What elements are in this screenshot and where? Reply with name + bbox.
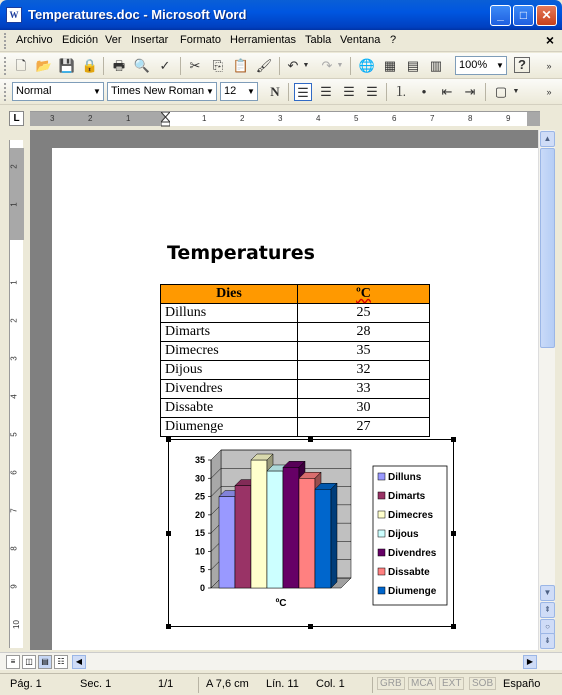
align-center-icon[interactable]: ☰ bbox=[320, 84, 332, 99]
day-cell[interactable]: Dilluns bbox=[161, 304, 298, 323]
zoom-select[interactable] bbox=[455, 56, 507, 75]
temperature-cell[interactable]: 35 bbox=[298, 342, 430, 361]
chart-canvas bbox=[169, 440, 453, 626]
tables-borders-icon[interactable]: ▦ bbox=[383, 58, 397, 73]
resize-handle[interactable] bbox=[166, 531, 171, 536]
status-record-macro[interactable]: GRB bbox=[377, 677, 405, 690]
temperature-cell[interactable]: 28 bbox=[298, 323, 430, 342]
resize-handle[interactable] bbox=[451, 624, 456, 629]
open-folder-icon[interactable]: 📂 bbox=[35, 58, 53, 73]
y-tick-label: 5 bbox=[199, 564, 205, 575]
legend-label: Diumenge bbox=[388, 586, 437, 597]
legend-label: Dimecres bbox=[388, 510, 434, 521]
legend-swatch bbox=[378, 492, 385, 499]
print-layout-view-icon[interactable]: ▤ bbox=[38, 655, 52, 669]
chevron-down-icon[interactable]: ▼ bbox=[496, 61, 504, 70]
vruler-number: 10 bbox=[11, 620, 21, 629]
normal-view-icon[interactable]: ≡ bbox=[6, 655, 20, 669]
zoom-value: 100% bbox=[459, 59, 488, 71]
legend-label: Dilluns bbox=[388, 472, 422, 483]
menu-bar bbox=[0, 30, 562, 52]
legend-label: Dissabte bbox=[388, 567, 430, 578]
ruler-number: 1 bbox=[126, 114, 131, 123]
legend-swatch bbox=[378, 530, 385, 537]
standard-toolbar bbox=[0, 53, 562, 79]
redo-icon[interactable]: ↷ bbox=[321, 58, 333, 73]
legend-swatch bbox=[378, 587, 385, 594]
legend-swatch bbox=[378, 549, 385, 556]
menu-archivo[interactable]: Archivo bbox=[16, 34, 53, 46]
vruler-number: 9 bbox=[9, 584, 19, 589]
menu-herramientas[interactable]: Herramientas bbox=[230, 34, 297, 46]
celsius-header-text: ºC bbox=[356, 286, 371, 301]
scroll-up-icon[interactable]: ▲ bbox=[540, 131, 555, 147]
increase-indent-icon[interactable]: ⇥ bbox=[464, 84, 476, 99]
day-cell[interactable]: Dissabte bbox=[161, 399, 298, 418]
status-position: A 7,6 cm bbox=[206, 678, 249, 690]
status-pages: 1/1 bbox=[158, 678, 174, 690]
legend-label: Dijous bbox=[388, 529, 419, 540]
horizontal-scrollbar[interactable] bbox=[0, 652, 562, 670]
cut-icon[interactable]: ✂ bbox=[189, 58, 201, 73]
menu-tabla[interactable]: Tabla bbox=[305, 34, 332, 46]
day-cell[interactable]: Dimarts bbox=[161, 323, 298, 342]
temperature-cell[interactable]: 32 bbox=[298, 361, 430, 380]
redo-dropdown-icon[interactable]: ▼ bbox=[336, 62, 344, 69]
table-row bbox=[161, 399, 430, 418]
y-tick-label: 25 bbox=[194, 491, 205, 502]
resize-handle[interactable] bbox=[451, 437, 456, 442]
toolbar-grip[interactable] bbox=[4, 57, 7, 75]
y-tick-label: 30 bbox=[194, 473, 205, 484]
format-toolbar-grip[interactable] bbox=[4, 83, 7, 101]
font-select[interactable] bbox=[107, 82, 217, 101]
day-cell[interactable]: Dijous bbox=[161, 361, 298, 380]
chevron-down-icon[interactable]: ▼ bbox=[93, 87, 101, 96]
indent-marker-icon[interactable] bbox=[161, 112, 170, 127]
scroll-down-icon[interactable]: ▼ bbox=[540, 585, 555, 601]
print-preview-icon[interactable]: 🔍 bbox=[133, 58, 151, 73]
vruler-number: 4 bbox=[9, 394, 19, 399]
ruler-number: 3 bbox=[50, 114, 55, 123]
status-page: Pág. 1 bbox=[10, 678, 42, 690]
vruler-number: 1 bbox=[9, 280, 19, 285]
style-value: Normal bbox=[16, 85, 52, 97]
legend-swatch bbox=[378, 473, 385, 480]
maximize-button[interactable]: □ bbox=[513, 5, 534, 26]
title-bar bbox=[0, 0, 562, 30]
status-track-changes[interactable]: MCA bbox=[408, 677, 436, 690]
right-margin-region bbox=[527, 112, 540, 126]
menu-insertar[interactable]: Insertar bbox=[131, 34, 169, 46]
ruler-number: 6 bbox=[392, 114, 397, 123]
temperature-cell[interactable]: 25 bbox=[298, 304, 430, 323]
permission-icon[interactable]: 🔒 bbox=[81, 58, 99, 73]
align-right-icon[interactable]: ☰ bbox=[343, 84, 355, 99]
y-tick-label: 0 bbox=[199, 583, 205, 593]
numbering-icon[interactable]: ⒈ bbox=[394, 84, 408, 99]
previous-page-icon[interactable]: ⇞ bbox=[540, 602, 555, 618]
y-tick-label: 10 bbox=[194, 546, 205, 557]
print-icon[interactable]: 🖶 bbox=[112, 58, 126, 73]
ruler-number: 1 bbox=[202, 114, 207, 123]
font-value: Times New Roman bbox=[111, 85, 205, 97]
justify-icon[interactable]: ☰ bbox=[366, 84, 378, 99]
help-icon[interactable]: ? bbox=[514, 57, 530, 73]
vertical-scrollbar[interactable] bbox=[538, 130, 555, 650]
temperature-cell[interactable]: 33 bbox=[298, 380, 430, 399]
menu-edicion[interactable]: Edición bbox=[62, 34, 99, 46]
ruler-number: 2 bbox=[88, 114, 93, 123]
chevron-down-icon[interactable]: ▼ bbox=[247, 87, 255, 96]
menu-ventana[interactable]: Ventana bbox=[340, 34, 381, 46]
close-button[interactable]: ✕ bbox=[536, 5, 557, 26]
legend-swatch bbox=[378, 511, 385, 518]
chart-bar bbox=[283, 467, 299, 588]
resize-handle[interactable] bbox=[308, 437, 313, 442]
new-document-icon[interactable]: 🗋 bbox=[15, 58, 27, 73]
status-line: Lín. 11 bbox=[266, 678, 299, 690]
hyperlink-icon[interactable]: 🌐 bbox=[358, 58, 376, 73]
scroll-thumb[interactable] bbox=[540, 148, 555, 348]
copy-icon[interactable]: ⎘ bbox=[212, 58, 224, 73]
day-cell[interactable]: Dimecres bbox=[161, 342, 298, 361]
table-row bbox=[161, 361, 430, 380]
table-row bbox=[161, 342, 430, 361]
vruler-number: 3 bbox=[9, 356, 19, 361]
bold-button[interactable]: N bbox=[270, 84, 280, 99]
resize-handle[interactable] bbox=[166, 437, 171, 442]
vruler-number: 6 bbox=[9, 470, 19, 475]
temperature-cell[interactable]: 30 bbox=[298, 399, 430, 418]
style-select[interactable] bbox=[12, 82, 104, 101]
day-cell[interactable]: Diumenge bbox=[161, 418, 298, 437]
document-close-icon[interactable]: × bbox=[545, 32, 554, 48]
font-size-select[interactable] bbox=[220, 82, 258, 101]
horizontal-ruler[interactable] bbox=[30, 111, 540, 126]
table-row bbox=[161, 380, 430, 399]
insert-table-icon[interactable]: ▤ bbox=[406, 58, 420, 73]
tab-selector-button[interactable]: L bbox=[9, 111, 24, 126]
borders-dropdown-icon[interactable]: ▼ bbox=[512, 88, 520, 95]
vruler-number: 2 bbox=[9, 164, 19, 169]
decrease-indent-icon[interactable]: ⇤ bbox=[441, 84, 453, 99]
minimize-button[interactable]: _ bbox=[490, 5, 511, 26]
bullets-icon[interactable]: • bbox=[421, 84, 427, 99]
resize-handle[interactable] bbox=[451, 531, 456, 536]
menu-ver[interactable]: Ver bbox=[105, 34, 122, 46]
align-left-icon[interactable]: ☰ bbox=[294, 83, 312, 101]
legend-label: Divendres bbox=[388, 548, 437, 559]
table-row bbox=[161, 304, 430, 323]
chevron-down-icon[interactable]: ▼ bbox=[206, 87, 214, 96]
legend-label: Dimarts bbox=[388, 491, 426, 502]
y-tick-label: 35 bbox=[194, 455, 205, 465]
formatting-toolbar bbox=[0, 79, 562, 105]
top-margin-region bbox=[10, 148, 24, 240]
ruler-number: 5 bbox=[354, 114, 359, 123]
window-title: Temperatures.doc - Microsoft Word bbox=[28, 7, 247, 22]
table-header-celsius[interactable] bbox=[298, 285, 430, 304]
scroll-left-icon[interactable]: ◀ bbox=[72, 655, 86, 669]
day-cell[interactable]: Divendres bbox=[161, 380, 298, 399]
paste-icon[interactable]: 📋 bbox=[232, 58, 250, 73]
chart-bar bbox=[267, 471, 283, 588]
save-icon[interactable]: 💾 bbox=[58, 58, 76, 73]
temperatures-table[interactable] bbox=[160, 284, 430, 437]
chart-bar bbox=[235, 486, 251, 588]
y-tick-label: 15 bbox=[194, 528, 205, 539]
undo-dropdown-icon[interactable]: ▼ bbox=[302, 62, 310, 69]
format-painter-icon[interactable]: 🖌 bbox=[255, 58, 273, 73]
status-column: Col. 1 bbox=[316, 678, 345, 690]
horizontal-ruler-area bbox=[0, 106, 562, 130]
temperature-cell[interactable]: 27 bbox=[298, 418, 430, 437]
status-language: Españo bbox=[503, 678, 541, 690]
vruler-number: 5 bbox=[9, 432, 19, 437]
table-row bbox=[161, 323, 430, 342]
font-size-value: 12 bbox=[224, 85, 237, 97]
document-heading: Temperatures bbox=[167, 242, 315, 264]
status-extend-selection[interactable]: EXT bbox=[439, 677, 464, 690]
embedded-chart[interactable] bbox=[168, 439, 454, 627]
menu-formato[interactable]: Formato bbox=[180, 34, 221, 46]
web-view-icon[interactable]: ◫ bbox=[22, 655, 36, 669]
y-tick-label: 20 bbox=[194, 509, 205, 520]
vruler-number: 8 bbox=[9, 546, 19, 551]
status-bar bbox=[0, 673, 562, 695]
vruler-number: 7 bbox=[9, 508, 19, 513]
spelling-icon[interactable]: ✓ bbox=[159, 58, 171, 73]
columns-icon[interactable]: ▥ bbox=[429, 58, 443, 73]
ruler-number: 4 bbox=[316, 114, 321, 123]
ruler-number: 8 bbox=[468, 114, 473, 123]
status-section: Sec. 1 bbox=[80, 678, 112, 690]
chart-bar-side bbox=[331, 483, 337, 588]
word-app-icon[interactable]: W bbox=[6, 7, 22, 23]
menu-grip[interactable] bbox=[4, 33, 7, 49]
next-page-icon[interactable]: ⇟ bbox=[540, 633, 555, 649]
ruler-number: 3 bbox=[278, 114, 283, 123]
chart-bar bbox=[219, 497, 235, 588]
outline-view-icon[interactable]: ☷ bbox=[54, 655, 68, 669]
scroll-right-icon[interactable]: ▶ bbox=[523, 655, 537, 669]
legend-swatch bbox=[378, 568, 385, 575]
format-toolbar-options-icon[interactable]: » bbox=[546, 87, 552, 97]
chart-bar bbox=[251, 460, 267, 588]
resize-handle[interactable] bbox=[166, 624, 171, 629]
vertical-ruler[interactable] bbox=[9, 140, 23, 648]
chart-bar bbox=[299, 478, 315, 588]
menu-help[interactable]: ? bbox=[390, 34, 397, 46]
table-row bbox=[161, 418, 430, 437]
resize-handle[interactable] bbox=[308, 624, 313, 629]
browse-object-icon[interactable]: ○ bbox=[540, 619, 555, 635]
toolbar-options-icon[interactable]: » bbox=[546, 61, 552, 71]
x-axis-label: ºC bbox=[275, 598, 287, 609]
ruler-number: 2 bbox=[240, 114, 245, 123]
table-header-row bbox=[161, 285, 430, 304]
vruler-number: 1 bbox=[9, 202, 19, 207]
table-header-dies[interactable]: Dies bbox=[161, 285, 298, 304]
vruler-number: 2 bbox=[9, 318, 19, 323]
ruler-number: 7 bbox=[430, 114, 435, 123]
undo-icon[interactable]: ↶ bbox=[287, 58, 299, 73]
chart-bar bbox=[315, 489, 331, 588]
status-overtype[interactable]: SOB bbox=[469, 677, 496, 690]
ruler-number: 9 bbox=[506, 114, 511, 123]
borders-icon[interactable]: ▢ bbox=[494, 84, 508, 99]
